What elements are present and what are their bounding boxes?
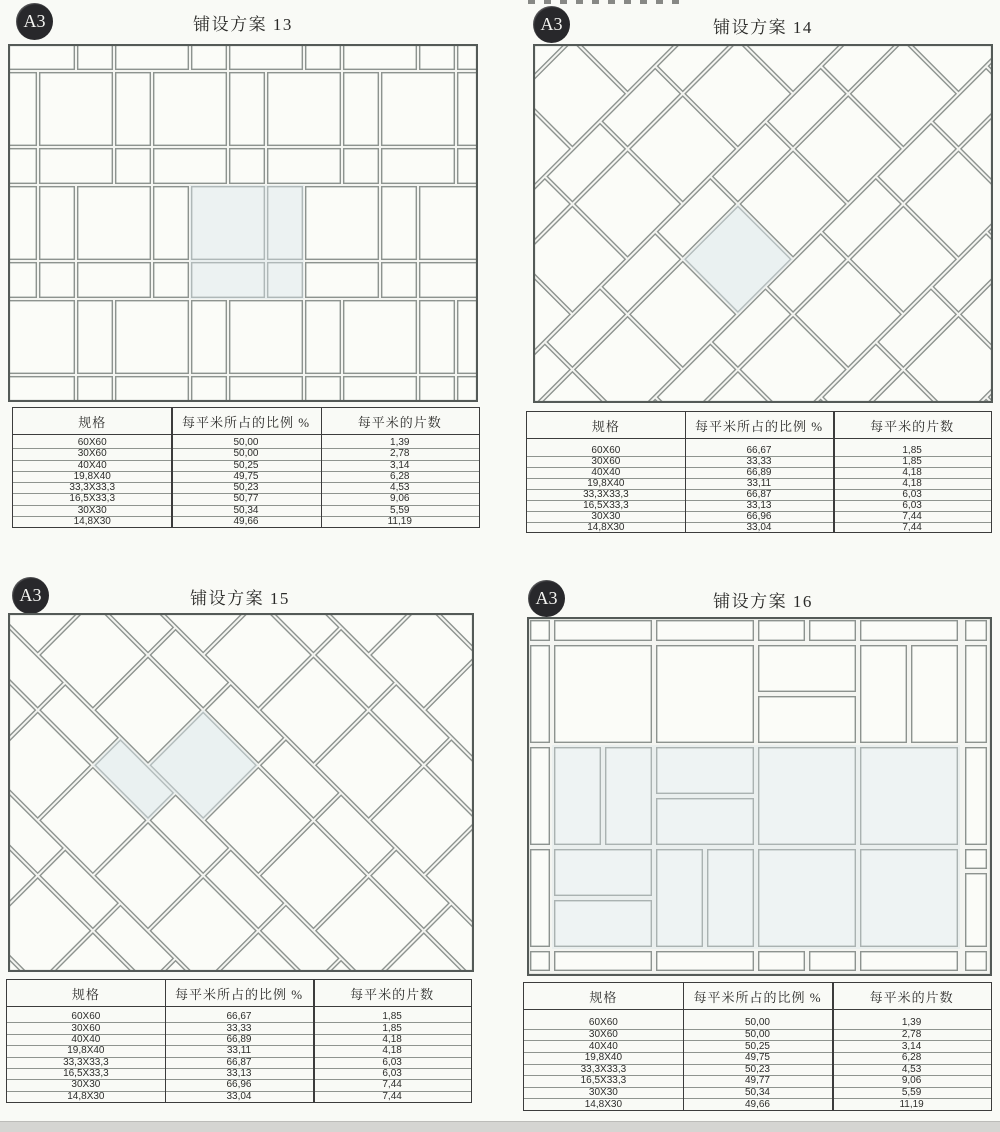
spec-cell: 19,8X40 <box>587 478 625 489</box>
pieces-cell: 11,19 <box>387 515 412 527</box>
scheme-title: 铺设方案 16 <box>713 592 813 611</box>
pieces-cell: 1,85 <box>902 445 922 456</box>
table-row <box>7 1046 471 1057</box>
table-row <box>524 1065 991 1077</box>
spec-cell: 16,5X33,3 <box>580 1075 627 1087</box>
pieces-cell: 6,28 <box>390 470 410 482</box>
column-divider <box>683 983 685 1110</box>
ratio-cell: 50,00 <box>233 437 259 449</box>
spec-cell: 30X60 <box>591 456 621 467</box>
spec-table <box>12 407 480 528</box>
cropped-scan-text-artifact <box>528 0 680 4</box>
tile-pattern-diagram <box>8 44 478 402</box>
pieces-cell: 5,59 <box>390 504 410 516</box>
table-header-row <box>524 983 991 1010</box>
ratio-cell: 50,25 <box>744 1040 770 1052</box>
ratio-cell: 33,33 <box>226 1022 252 1034</box>
spec-cell: 30X60 <box>588 1028 618 1040</box>
ratio-cell: 50,00 <box>233 448 259 460</box>
ratio-cell: 33,13 <box>746 500 772 511</box>
table-row <box>7 1092 471 1102</box>
spec-cell: 14,8X30 <box>584 1098 623 1110</box>
spec-cell: 40X40 <box>588 1040 618 1052</box>
ratio-cell: 50,34 <box>233 504 259 516</box>
spec-cell: 30X30 <box>77 504 107 516</box>
pieces-cell: 4,18 <box>902 467 922 478</box>
table-row <box>13 449 479 460</box>
table-row <box>524 1053 991 1065</box>
table-row <box>524 1030 991 1042</box>
spec-cell: 40X40 <box>71 1033 101 1045</box>
pieces-cell: 7,44 <box>382 1090 402 1102</box>
table-row <box>527 523 991 533</box>
ratio-cell: 66,89 <box>746 467 772 478</box>
pieces-cell: 6,03 <box>382 1056 402 1068</box>
pieces-cell: 6,28 <box>901 1052 922 1064</box>
scheme-title: 铺设方案 14 <box>713 18 813 37</box>
spec-cell: 40X40 <box>591 467 621 478</box>
column-divider <box>832 983 834 1110</box>
column-header: 每平米所占的比例 % <box>693 989 822 1005</box>
column-header: 每平米的片数 <box>869 989 954 1005</box>
table-row <box>13 494 479 505</box>
ratio-cell: 50,00 <box>744 1028 770 1040</box>
spec-cell: 60X60 <box>588 1017 618 1029</box>
column-divider <box>313 980 315 1102</box>
pieces-cell: 6,03 <box>382 1068 402 1080</box>
column-header: 规格 <box>589 989 618 1005</box>
ratio-cell: 49,75 <box>233 470 259 482</box>
column-header: 每平米的片数 <box>870 418 955 434</box>
table-header-row <box>527 412 991 439</box>
ratio-cell: 66,67 <box>226 1011 252 1023</box>
column-divider <box>171 408 173 527</box>
spec-cell: 19,8X40 <box>584 1052 623 1064</box>
ratio-cell: 33,04 <box>226 1090 252 1102</box>
table-row <box>524 1099 991 1110</box>
ratio-cell: 49,77 <box>744 1075 770 1087</box>
table-row <box>7 1012 471 1023</box>
ratio-cell: 49,66 <box>744 1098 770 1110</box>
ratio-cell: 49,66 <box>233 515 259 527</box>
pieces-cell: 1,85 <box>382 1011 402 1023</box>
ratio-cell: 50,23 <box>233 482 259 494</box>
column-divider <box>685 412 687 532</box>
column-header: 每平米的片数 <box>357 414 442 430</box>
scan-edge-band <box>0 1121 1000 1132</box>
spec-cell: 16,5X33,3 <box>69 493 116 505</box>
spec-cell: 30X30 <box>71 1079 101 1091</box>
spec-table <box>6 979 472 1103</box>
pieces-cell: 1,39 <box>390 437 410 449</box>
table-row <box>13 517 479 527</box>
ratio-cell: 66,96 <box>746 511 772 522</box>
spec-cell: 60X60 <box>77 437 107 449</box>
pieces-cell: 6,03 <box>902 489 922 500</box>
ratio-cell: 50,25 <box>233 459 259 471</box>
pieces-cell: 1,85 <box>382 1022 402 1034</box>
pieces-cell: 3,14 <box>390 459 410 471</box>
pieces-cell: 4,53 <box>901 1063 922 1075</box>
ratio-cell: 66,96 <box>226 1079 252 1091</box>
spec-table <box>526 411 992 533</box>
table-header-row <box>7 980 471 1007</box>
scheme-title: 铺设方案 13 <box>193 15 293 34</box>
pieces-cell: 4,53 <box>390 482 410 494</box>
pieces-cell: 2,78 <box>901 1028 922 1040</box>
ratio-cell: 33,11 <box>226 1045 252 1057</box>
column-header: 每平米所占的比例 % <box>174 986 304 1002</box>
pieces-cell: 11,19 <box>899 1098 924 1110</box>
pieces-cell: 9,06 <box>901 1075 922 1087</box>
pieces-cell: 7,44 <box>382 1079 402 1091</box>
spec-cell: 33,3X33,3 <box>69 482 116 494</box>
table-row <box>524 1041 991 1053</box>
ratio-cell: 33,13 <box>226 1068 252 1080</box>
table-row <box>7 1080 471 1091</box>
pieces-cell: 2,78 <box>390 448 410 460</box>
spec-cell: 60X60 <box>71 1011 101 1023</box>
scheme-title: 铺设方案 15 <box>190 589 290 608</box>
column-header: 每平米的片数 <box>350 986 435 1002</box>
spec-cell: 30X60 <box>77 448 107 460</box>
spec-cell: 33,3X33,3 <box>580 1063 627 1075</box>
ratio-cell: 33,33 <box>746 456 772 467</box>
ratio-cell: 66,87 <box>746 489 772 500</box>
tile-pattern-diagram <box>533 44 993 403</box>
a3-badge: A3 <box>16 3 53 40</box>
tile-pattern-diagram <box>527 617 992 976</box>
table-row <box>524 1018 991 1030</box>
table-row <box>524 1088 991 1100</box>
pieces-cell: 1,39 <box>901 1017 922 1029</box>
ratio-cell: 49,75 <box>744 1052 770 1064</box>
column-header: 每平米所占的比例 % <box>694 418 824 434</box>
spec-cell: 30X30 <box>591 511 621 522</box>
spec-cell: 33,3X33,3 <box>63 1056 109 1068</box>
pieces-cell: 4,18 <box>382 1033 402 1045</box>
spec-cell: 16,5X33,3 <box>63 1068 109 1080</box>
pieces-cell: 5,59 <box>901 1087 922 1099</box>
spec-cell: 14,8X30 <box>587 522 625 533</box>
pieces-cell: 9,06 <box>390 493 410 505</box>
spec-cell: 19,8X40 <box>67 1045 105 1057</box>
a3-badge: A3 <box>533 6 570 43</box>
pieces-cell: 7,44 <box>902 511 922 522</box>
pieces-cell: 1,85 <box>902 456 922 467</box>
ratio-cell: 50,34 <box>744 1087 770 1099</box>
column-divider <box>833 412 835 532</box>
ratio-cell: 33,11 <box>746 478 772 489</box>
pieces-cell: 4,18 <box>382 1045 402 1057</box>
spec-cell: 33,3X33,3 <box>583 489 629 500</box>
column-header: 规格 <box>591 418 620 434</box>
spec-cell: 14,8X30 <box>67 1090 105 1102</box>
pieces-cell: 4,18 <box>902 478 922 489</box>
column-header: 规格 <box>71 986 100 1002</box>
spec-cell: 14,8X30 <box>73 515 111 527</box>
spec-cell: 30X60 <box>71 1022 101 1034</box>
ratio-cell: 50,23 <box>744 1063 770 1075</box>
pieces-cell: 6,03 <box>902 500 922 511</box>
spec-cell: 40X40 <box>77 459 107 471</box>
column-header: 每平米所占的比例 % <box>181 414 311 430</box>
spec-table <box>523 982 992 1111</box>
ratio-cell: 66,87 <box>226 1056 252 1068</box>
pieces-cell: 7,44 <box>902 522 922 533</box>
table-row <box>524 1076 991 1088</box>
ratio-cell: 66,67 <box>746 445 772 456</box>
column-header: 规格 <box>78 414 107 430</box>
spec-cell: 16,5X33,3 <box>583 500 629 511</box>
pieces-cell: 3,14 <box>901 1040 922 1052</box>
spec-cell: 60X60 <box>591 445 621 456</box>
ratio-cell: 50,00 <box>744 1017 770 1029</box>
ratio-cell: 50,77 <box>233 493 259 505</box>
a3-badge: A3 <box>12 577 49 614</box>
table-header-row <box>13 408 479 435</box>
column-divider <box>165 980 167 1102</box>
spec-cell: 19,8X40 <box>73 470 111 482</box>
ratio-cell: 33,04 <box>746 522 772 533</box>
spec-cell: 30X30 <box>588 1087 618 1099</box>
a3-badge: A3 <box>528 580 565 617</box>
column-divider <box>321 408 323 527</box>
tile-pattern-diagram <box>8 613 474 972</box>
ratio-cell: 66,89 <box>226 1033 252 1045</box>
